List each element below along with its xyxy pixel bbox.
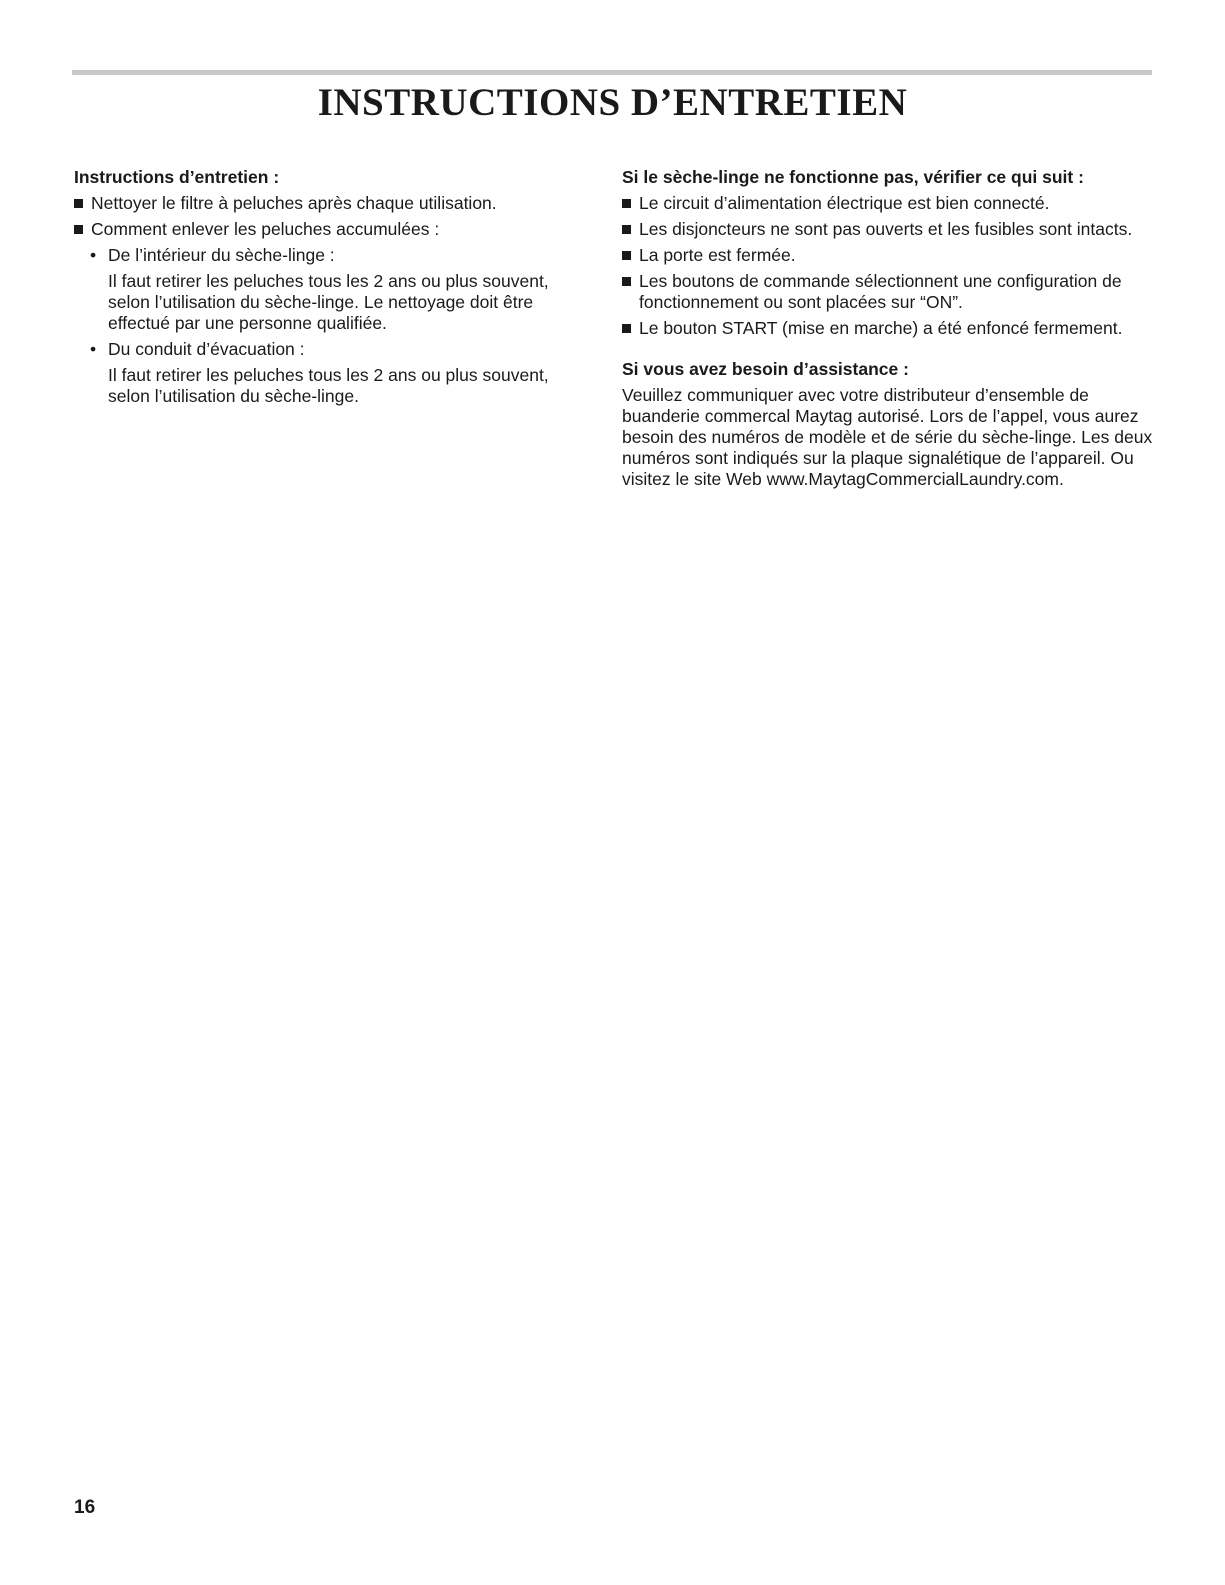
square-bullet-icon bbox=[622, 225, 631, 234]
top-rule bbox=[72, 70, 1152, 75]
left-column bbox=[74, 167, 554, 412]
right-column bbox=[622, 167, 1157, 490]
item-text: Le circuit d’alimentation électrique est bien connecté. bbox=[639, 193, 1050, 213]
item-text: La porte est fermée. bbox=[639, 245, 796, 265]
list-item bbox=[622, 245, 1157, 266]
square-bullet-icon bbox=[622, 324, 631, 333]
sub-paragraph: Il faut retirer les peluches tous les 2 ans ou plus souvent, selon l’utilisation du sèche-linge. Le nettoyage doit être effectué par une personne qualifiée. bbox=[108, 271, 549, 333]
square-bullet-icon bbox=[622, 199, 631, 208]
sub-item-text: De l’intérieur du sèche-linge : bbox=[108, 245, 335, 265]
list-item bbox=[622, 271, 1157, 313]
maintenance-heading: Instructions d’entretien : bbox=[74, 167, 280, 187]
page-number: 16 bbox=[74, 1497, 96, 1518]
list-item bbox=[74, 219, 554, 240]
assistance-paragraph: Veuillez communiquer avec votre distributeur d’ensemble de buanderie commercal Maytag autorisé. Lors de l’appel, vous aurez besoin des numéros de modèle et de série du sèche-linge. Les deux numéros sont indiqués sur la plaque signalétique de l’appareil. Ou visitez le site Web www.MaytagCommercialLaundry.com. bbox=[622, 385, 1153, 489]
troubleshoot-heading: Si le sèche-linge ne fonctionne pas, vérifier ce qui suit : bbox=[622, 167, 1084, 187]
square-bullet-icon bbox=[74, 199, 83, 208]
list-item bbox=[622, 193, 1157, 214]
item-text: Nettoyer le filtre à peluches après chaque utilisation. bbox=[91, 193, 497, 213]
sub-item bbox=[90, 245, 554, 266]
square-bullet-icon bbox=[622, 251, 631, 260]
dot-bullet-icon: • bbox=[90, 245, 97, 265]
page-title: INSTRUCTIONS D’ENTRETIEN bbox=[317, 81, 908, 124]
sub-item-text: Du conduit d’évacuation : bbox=[108, 339, 305, 359]
sub-item bbox=[90, 339, 554, 360]
item-text: Comment enlever les peluches accumulées : bbox=[91, 219, 440, 239]
list-item bbox=[622, 318, 1157, 339]
list-item bbox=[74, 193, 554, 214]
list-item bbox=[622, 219, 1157, 240]
sub-paragraph: Il faut retirer les peluches tous les 2 ans ou plus souvent, selon l’utilisation du sèche-linge. bbox=[108, 365, 549, 406]
item-text: Le bouton START (mise en marche) a été enfoncé fermement. bbox=[639, 318, 1123, 338]
square-bullet-icon bbox=[74, 225, 83, 234]
item-text: Les boutons de commande sélectionnent une configuration de fonctionnement ou sont placées sur “ON”. bbox=[639, 271, 1122, 312]
item-text: Les disjoncteurs ne sont pas ouverts et les fusibles sont intacts. bbox=[639, 219, 1133, 239]
dot-bullet-icon: • bbox=[90, 339, 97, 359]
square-bullet-icon bbox=[622, 277, 631, 286]
assistance-heading: Si vous avez besoin d’assistance : bbox=[622, 359, 909, 379]
